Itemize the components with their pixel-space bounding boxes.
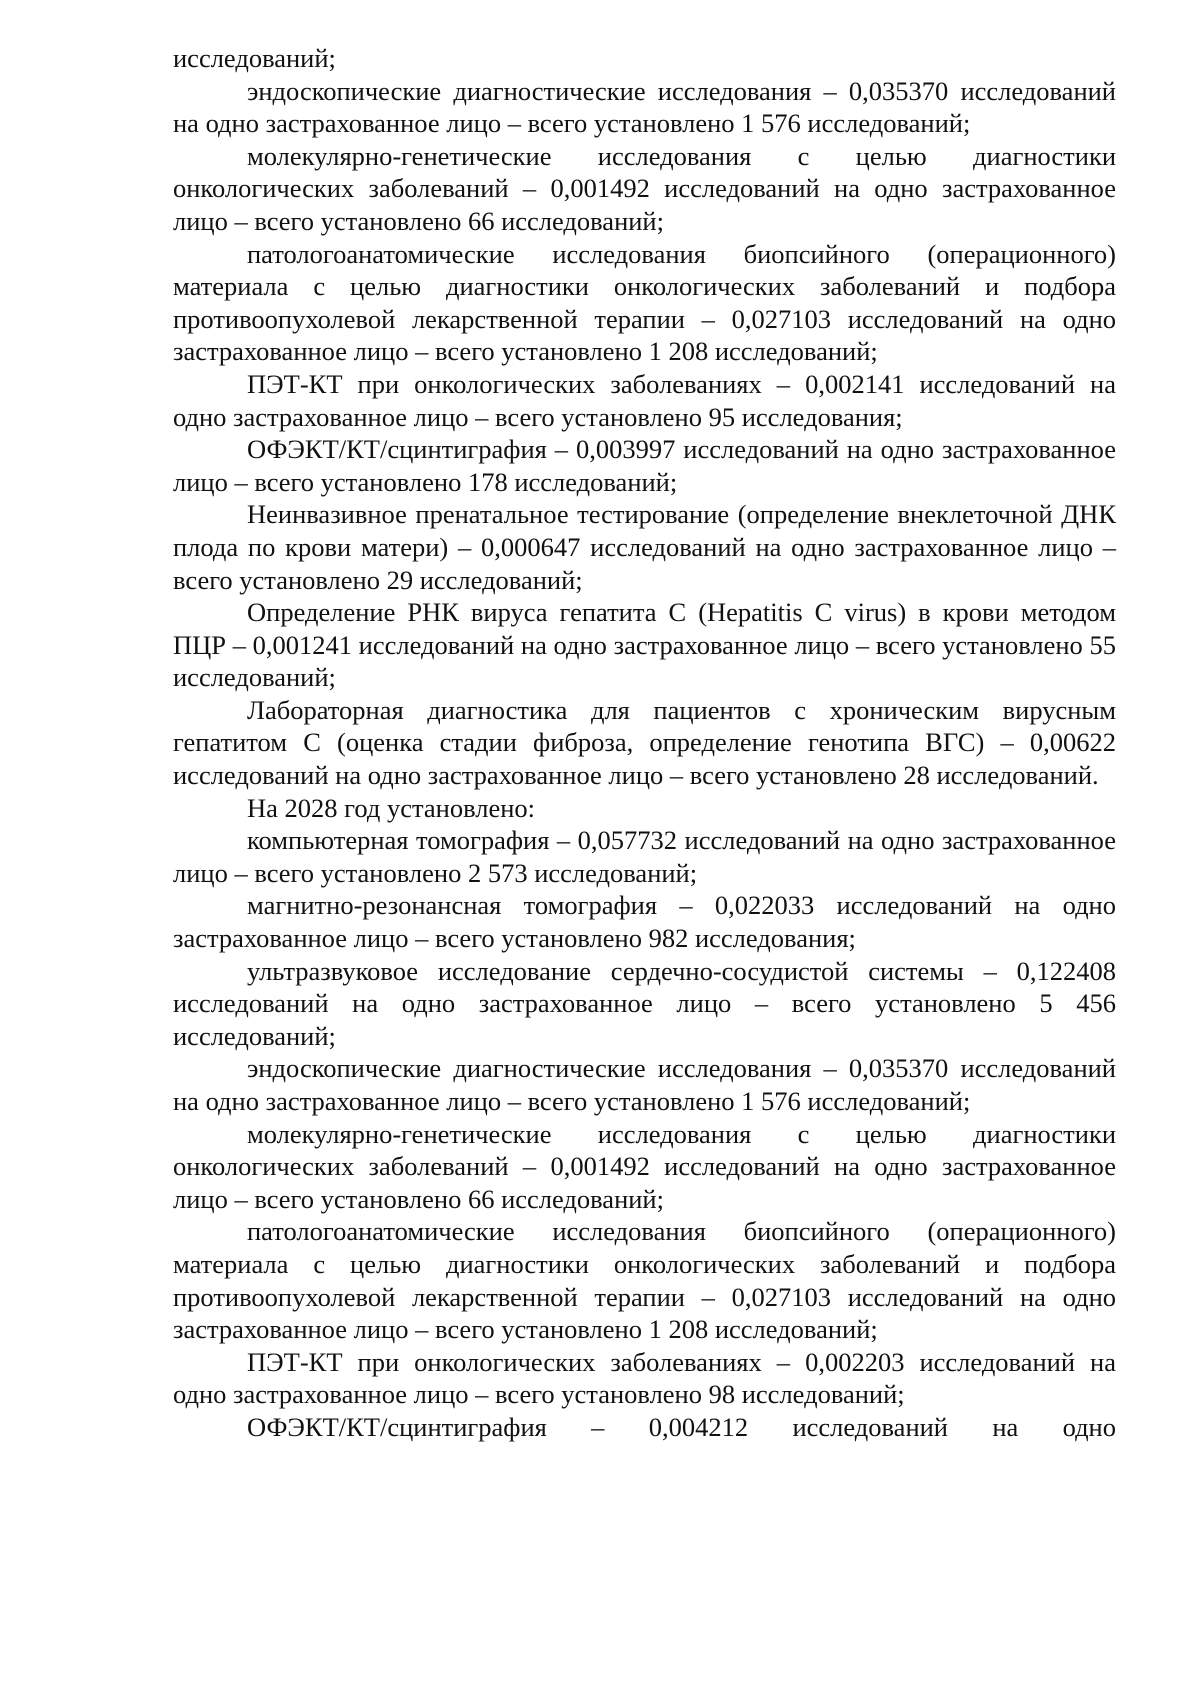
paragraph-pet-ct-2028: ПЭТ-КТ при онкологических заболеваниях – 0,002203 исследований на одно застрахованное лицо – всего установлено 98 исследований; [173, 1346, 1116, 1410]
paragraph-hcv-lab-diagnostics-2027: Лабораторная диагностика для пациентов с хроническим вирусным гепатитом С (оценка стадии фиброза, определение генотипа ВГС) – 0,00622 исследований на одно застрахованное лицо – всего установлено 28 исследований. [173, 694, 1116, 791]
paragraph-pathology-2028: патологоанатомические исследования биопсийного (операционного) материала с целью диагностики онкологических заболеваний и подбора противоопухолевой лекарственной терапии – 0,027103 исследований на одно застрахованное лицо – всего установлено 1 208 исследований; [173, 1216, 1116, 1345]
paragraph-molecular-genetic-2027: молекулярно-генетические исследования с целью диагностики онкологических заболеваний – 0,001492 исследований на одно застрахованное лицо – всего установлено 66 исследований; [173, 140, 1116, 236]
paragraph-mri-2028: магнитно-резонансная томография – 0,022033 исследований на одно застрахованное лицо – всего установлено 982 исследования; [173, 890, 1116, 954]
paragraph-spect-2028: ОФЭКТ/КТ/сцинтиграфия – 0,004212 исследований на одно [247, 1411, 1116, 1442]
paragraph-continuation: исследований; [173, 43, 336, 73]
paragraph-prenatal-testing-2027: Неинвазивное пренатальное тестирование (определение внеклеточной ДНК плода по крови матери) – 0,000647 исследований на одно застрахованное лицо – всего установлено 29 исследований; [173, 499, 1116, 595]
document-page [173, 42, 1116, 1444]
paragraph-spect-2027: ОФЭКТ/КТ/сцинтиграфия – 0,003997 исследований на одно застрахованное лицо – всего установлено 178 исследований; [173, 434, 1116, 497]
paragraph-endoscopy-2028: эндоскопические диагностические исследования – 0,035370 исследований на одно застрахованное лицо – всего установлено 1 576 исследований; [173, 1053, 1116, 1116]
paragraph-ct-2028: компьютерная томография – 0,057732 исследований на одно застрахованное лицо – всего установлено 2 573 исследований; [173, 825, 1116, 888]
paragraph-pathology-2027: патологоанатомические исследования биопсийного (операционного) материала с целью диагностики онкологических заболеваний и подбора противоопухолевой лекарственной терапии – 0,027103 исследований на одно застрахованное лицо – всего установлено 1 208 исследований; [173, 238, 1116, 367]
paragraph-hcv-rna-2027: Определение РНК вируса гепатита С (Hepatitis C virus) в крови методом ПЦР – 0,001241 исследований на одно застрахованное лицо – всего установлено 55 исследований; [173, 597, 1116, 693]
paragraph-ultrasound-2028: ультразвуковое исследование сердечно-сосудистой системы – 0,122408 исследований на одно застрахованное лицо – всего установлено 5 456 исследований; [173, 955, 1116, 1051]
paragraph-year-2028-heading: На 2028 год установлено: [247, 792, 536, 823]
paragraph-molecular-genetic-2028: молекулярно-генетические исследования с целью диагностики онкологических заболеваний – 0,001492 исследований на одно застрахованное лицо – всего установлено 66 исследований; [173, 1118, 1116, 1214]
paragraph-pet-ct-2027: ПЭТ-КТ при онкологических заболеваниях – 0,002141 исследований на одно застрахованное лицо – всего установлено 95 исследования; [173, 368, 1116, 432]
paragraph-endoscopy-2027: эндоскопические диагностические исследования – 0,035370 исследований на одно застрахованное лицо – всего установлено 1 576 исследований; [173, 75, 1116, 139]
